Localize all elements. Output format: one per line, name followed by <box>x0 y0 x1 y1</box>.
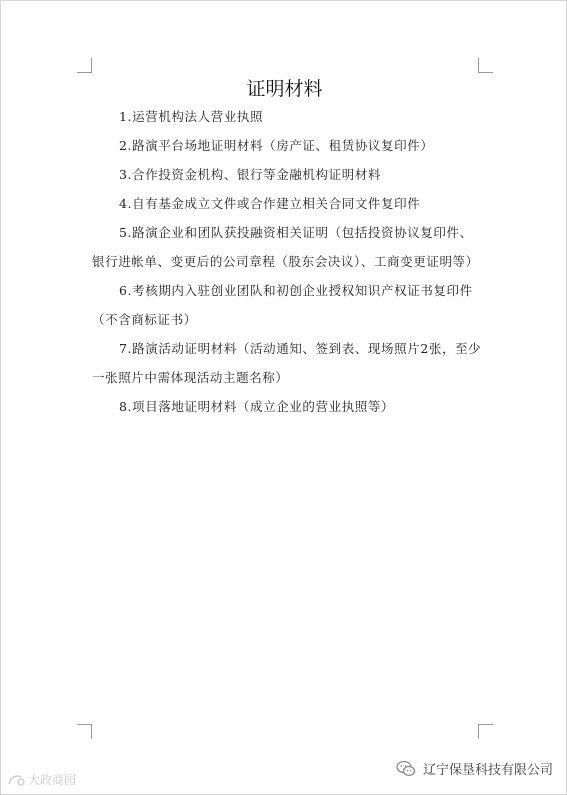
list-item: 1.运营机构法人营业执照 <box>119 109 264 124</box>
list-item: 5.路演企业和团队获投融资相关证明（包括投资协议复印件、银行进帐单、变更后的公司章程（股东会决议）、工商变更证明等） <box>92 225 479 269</box>
watermark-left-text: 大政商园 <box>28 773 77 787</box>
document-list <box>92 102 484 421</box>
watermark-right <box>396 759 553 778</box>
margin-corner-bottom-left <box>77 724 92 739</box>
list-item: 8.项目落地证明材料（成立企业的营业执照等） <box>119 399 395 414</box>
margin-corner-top-right <box>478 58 493 73</box>
list-item: 4.自有基金成立文件或合作建立相关合同文件复印件 <box>119 196 421 211</box>
wechat-icon <box>396 760 416 778</box>
stamp-logo-icon <box>7 773 25 787</box>
watermark-company-name: 辽宁保垦科技有限公司 <box>422 763 553 778</box>
list-item: 7.路演活动证明材料（活动通知、签到表、现场照片2张，至少一张照片中需体现活动主题名称） <box>92 341 482 385</box>
list-item: 6.考核期内入驻创业团队和初创企业授权知识产权证书复印件（不含商标证书） <box>92 283 473 327</box>
margin-corner-top-left <box>77 58 92 73</box>
watermark-left <box>7 771 76 788</box>
margin-corner-bottom-right <box>478 724 493 739</box>
list-item: 2.路演平台场地证明材料（房产证、租赁协议复印件） <box>119 138 434 153</box>
document-title: 证明材料 <box>246 78 323 100</box>
list-item: 3.合作投资金机构、银行等金融机构证明材料 <box>119 167 382 182</box>
